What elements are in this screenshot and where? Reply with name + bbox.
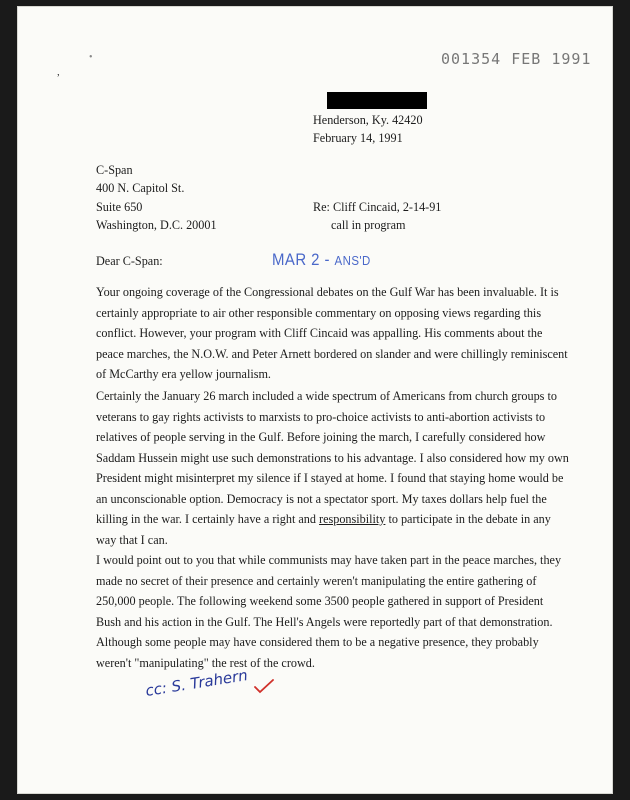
red-check-icon [253, 678, 275, 694]
paragraph-3-text: I would point out to you that while communists may have taken part in the peace marches, they made no secret of their presence and certainly weren't manipulating the entire gathering of 250,000 people. The following weekend some 3500 people gathered in support of President Bush and his action in the Gulf. The Hell's Angels were reportedly part of that demonstration. Although some people may have considered them to be a negative presence, they probably weren't "manipulating" the rest of the crowd. [96, 553, 562, 670]
answered-stamp-suffix: ANS'D [334, 253, 371, 268]
re-line1: Re: Cliff Cincaid, 2-14-91 [313, 200, 442, 214]
answered-stamp-date: MAR 2 - [272, 250, 330, 269]
page-mark: , [57, 66, 60, 78]
re-line2: call in program [331, 218, 406, 232]
redaction-bar [327, 92, 427, 109]
paragraph-1-text: Your ongoing coverage of the Congressional debates on the Gulf War has been invaluable. It is certainly appropriate to air other responsible commentary on opposing views regarding this conflict. However, your program with Cliff Cincaid was appalling. His comments about the peace marches, the N.O.W. and Peter Arnett bordered on slander and were chillingly reminiscent of McCarthy era yellow journalism. [96, 285, 568, 381]
recipient-line4: Washington, D.C. 20001 [96, 218, 217, 232]
paragraph-2 [96, 386, 571, 550]
paragraph-2-end: to participate in the debate in any way that I can. [96, 512, 551, 547]
paragraph-2-text: Certainly the January 26 march included a wide spectrum of Americans from church groups to veterans to gay rights activists to marxists to pro-choice activists to anti-abortion activists to relatives of people serving in the Gulf. Before joining the march, I carefully considered how Saddam Hussein might use such demonstrations to his advantage. I also considered how my own President might misinterpret my silence if I stayed at home. I found that staying home would be an unconscionable option. Democracy is not a spectator sport. My taxes dollars help fuel the killing in the war. I certainly have a right and [96, 389, 569, 526]
underlined-word: responsibility [319, 512, 386, 526]
letter-page [17, 6, 613, 794]
recipient-line2: 400 N. Capitol St. [96, 181, 185, 195]
recipient-line1: C-Span [96, 163, 133, 177]
paragraph-3 [96, 550, 571, 673]
recipient-line3: Suite 650 [96, 200, 143, 214]
handwritten-cc-note: cc: S. Trahern [144, 666, 249, 700]
page-mark: • [89, 52, 93, 63]
date-received-stamp: 001354 FEB 1991 [441, 50, 592, 68]
answered-stamp [272, 250, 371, 270]
letter-date: February 14, 1991 [313, 131, 403, 145]
salutation: Dear C-Span: [96, 254, 163, 268]
sender-city: Henderson, Ky. 42420 [313, 113, 423, 127]
paragraph-1 [96, 282, 571, 385]
